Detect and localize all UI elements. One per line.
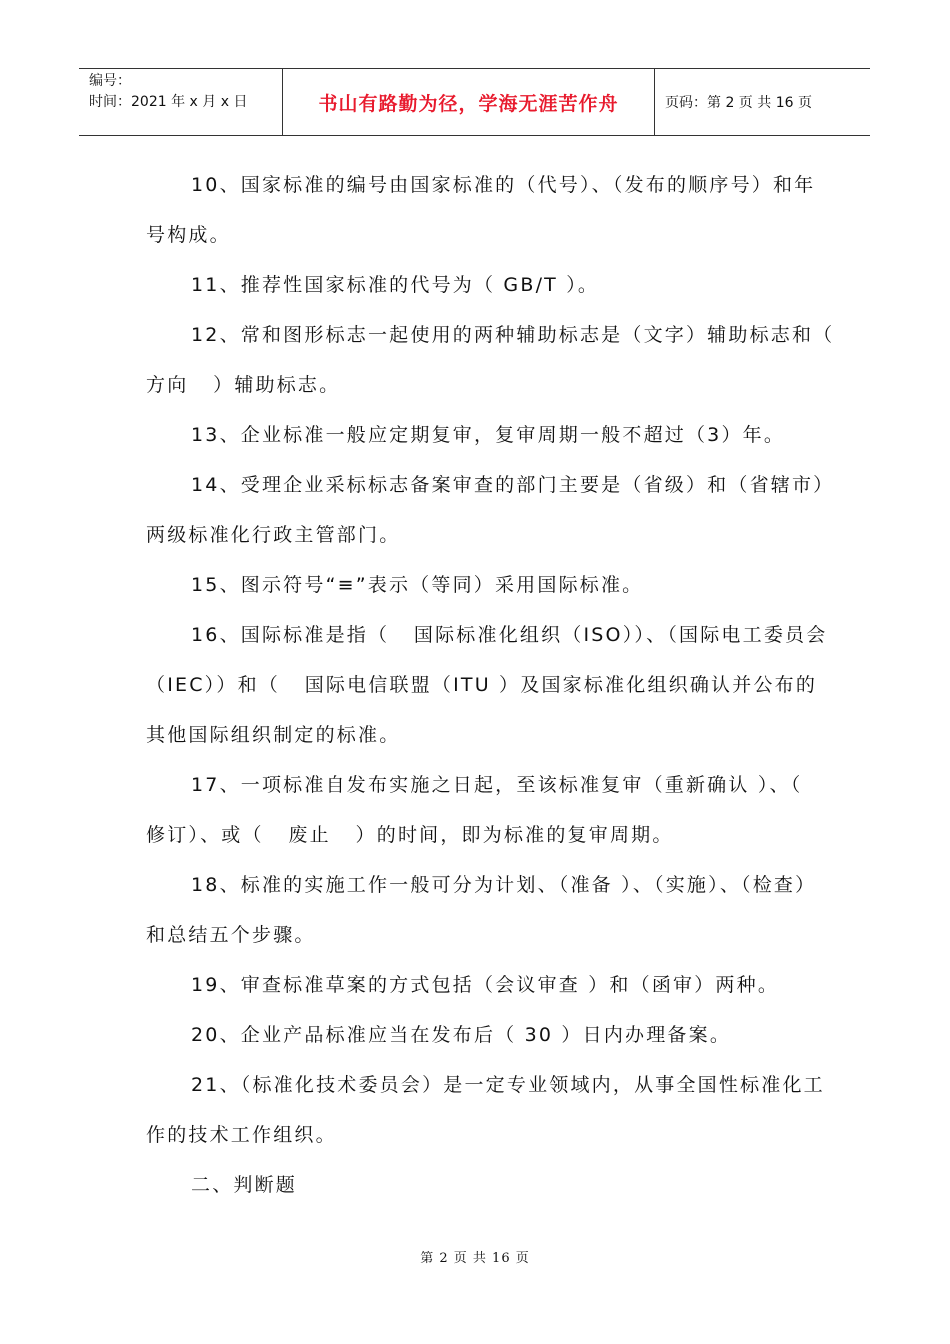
- paragraph-item-21: 21、（标准化技术委员会）是一定专业领域内，从事全国性标准化工作的技术工作组织。: [146, 1074, 825, 1146]
- paragraph-item-10: 10、国家标准的编号由国家标准的（代号）、（发布的顺序号）和年号构成。: [146, 174, 816, 246]
- header-meta: [79, 69, 283, 135]
- document-date: 时间：2021 年 x 月 x 日: [89, 94, 248, 110]
- page-footer: 第 2 页 共 16 页: [420, 1251, 530, 1266]
- paragraph-item-19: 19、审查标准草案的方式包括（会议审查 ）和（函审）两种。: [191, 974, 780, 996]
- paragraph-item-18: 18、标准的实施工作一般可分为计划、（准备 ）、（实施）、（检查）和总结五个步骤。: [146, 874, 817, 946]
- paragraph-item-13: 13、企业标准一般应定期复审，复审周期一般不超过（3）年。: [191, 424, 786, 446]
- paragraph-item-16: 16、国际标准是指（ 国际标准化组织（ISO））、（国际电工委员会（IEC））和（ 国际电信联盟（ITU ）及国家标准化组织确认并公布的其他国际组织制定的标准。: [146, 624, 828, 746]
- header-motto: 书山有路勤为径，学海无涯苦作舟: [283, 69, 655, 135]
- document-number-label: 编号：: [89, 73, 131, 89]
- header-page-info: 页码：第 2 页 共 16 页: [665, 95, 812, 111]
- document-header: [79, 68, 870, 136]
- paragraph-item-15: 15、图示符号“≡”表示（等同）采用国际标准。: [191, 574, 644, 596]
- paragraph-item-11: 11、推荐性国家标准的代号为（ GB/T ）。: [191, 274, 600, 296]
- paragraph-item-20: 20、企业产品标准应当在发布后（ 30 ）日内办理备案。: [191, 1024, 732, 1046]
- document-body: [146, 160, 860, 1210]
- paragraph-item-17: 17、一项标准自发布实施之日起，至该标准复审（重新确认 ）、（ 修订）、或（ 废止 ）的时间，即为标准的复审周期。: [146, 774, 836, 846]
- paragraph-item-12: 12、常和图形标志一起使用的两种辅助标志是（文字）辅助标志和（ 方向 ）辅助标志。: [146, 324, 860, 396]
- paragraph-item-14: 14、受理企业采标标志备案审查的部门主要是（省级）和（省辖市）两级标准化行政主管部门。: [146, 474, 835, 546]
- section-heading-judgement: 二、判断题: [191, 1174, 298, 1196]
